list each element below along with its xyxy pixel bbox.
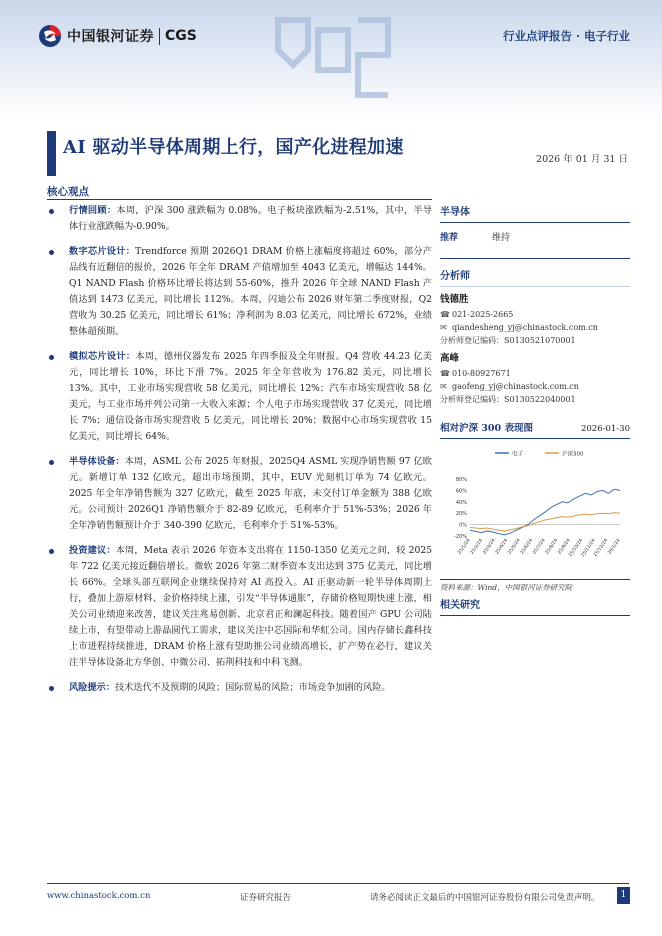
bullet-dot	[49, 209, 54, 214]
brand-logo	[38, 24, 197, 48]
y-tick-label: 80%	[455, 477, 467, 483]
bullet-label: 行情回顾：	[69, 205, 117, 216]
chart-title: 相对沪深 300 表现图	[440, 423, 533, 434]
chart-source: 资料来源：Wind，中国银河证券研究院	[440, 583, 573, 592]
bullet-text: 本周，ASML 公布 2025 年财报，2025Q4 ASML 实现净销售额 97 亿欧元。新增订单 132 亿欧元，超出市场预期，其中，EUV 光刻机订单为 74 亿欧元。2025 年全年净销售额为 327 亿欧元，截至 2025 年底，未交付订单金额为 388 亿欧元。公司预计 2026Q1 净销售额介于 82-89 亿欧元，毛利率介于 51%-53%；2026 年全年净销售额预计介于 340-390 亿欧元，毛利率介于 51%-53%。	[69, 456, 432, 531]
analyst-heading: 分析师	[440, 271, 470, 282]
sidebar-rule	[440, 286, 630, 287]
cgs-logo-icon	[38, 24, 62, 48]
bullet-label: 模拟芯片设计：	[69, 351, 136, 362]
analyst-phone-row	[440, 308, 630, 321]
analyst-email-row	[440, 380, 630, 393]
chart-header	[440, 420, 630, 434]
sidebar-rule	[440, 222, 630, 223]
x-tick-label: 25/12/24	[593, 538, 610, 559]
page-number: 1	[617, 887, 630, 904]
bullet-label: 半导体设备：	[69, 456, 125, 467]
analyst-reg: 分析师登记编码：S0130522040001	[440, 395, 576, 404]
bullet-text: Trendforce 预期 2026Q1 DRAM 价格上涨幅度将超过 60%，部分产品线有近翻倍的报价，2026 年全年 DRAM 产值增加至 4043 亿美元，增幅达 144%。Q1 NAND Flash 价格环比增长将达到 55-60%，推升 2026 年全球 NAND Flash 产值达到 1473 亿美元，同比增长 112%。本周，闪迪公布 2026 财年第二季度财报，Q2 营收为 30.25 亿美元，同比增长 61%；净利润为 8.03 亿美元，同比增长 672%，业绩整体超预期。	[69, 246, 432, 337]
related-research-heading: 相关研究	[440, 600, 480, 611]
legend-label: 电子	[512, 451, 524, 458]
bullet-investment	[47, 543, 432, 671]
industry-label: 半导体	[440, 207, 470, 218]
title-accent-bar	[47, 131, 56, 176]
bullet-dot	[49, 250, 54, 255]
x-tick-label: 25/11/24	[580, 538, 597, 559]
analyst-email-row	[440, 321, 630, 334]
sidebar-rule	[440, 579, 630, 580]
report-title: AI 驱动半导体周期上行，国产化进程加速	[63, 137, 404, 158]
analyst-email[interactable]: qiandesheng_yj@chinastock.com.cn	[452, 323, 598, 332]
bullet-market-review	[47, 203, 432, 235]
analyst-name: 钱德胜	[440, 294, 469, 305]
x-tick-label: 25/8/24	[544, 538, 560, 556]
bullet-text: 本周，沪深 300 涨跌幅为 0.08%。电子板块涨跌幅为-2.51%，其中，半导体行业涨跌幅为-0.90%。	[69, 205, 433, 232]
rating-label: 推荐	[440, 233, 459, 243]
sidebar-rule	[440, 438, 630, 439]
phone-icon: ☎	[440, 310, 450, 319]
bullet-text: 本周，德州仪器发布 2025 年四季报及全年财报。Q4 营收 44.23 亿美元，同比增长 10%，环比下滑 7%。2025 年全年营收为 176.82 美元，同比增长 13%。其中，工业市场实现营收 58 亿美元，同比增长 12%；汽车市场实现营收 58 亿美元，与工业市场并列公司第一大收入来源；个人电子市场实现营收 37 亿美元，同比增长 7%；通信设备市场实现营收 5 亿美元，同比增长 20%；数据中心市场实现营收 15 亿美元，同比增长 64%。	[69, 351, 432, 442]
mail-icon: ✉	[440, 323, 447, 332]
x-tick-label: 25/6/24	[519, 538, 535, 556]
bullet-text: 本周，Meta 表示 2026 年资本支出将在 1150-1350 亿美元之间，较 2025 年 722 亿美元接近翻倍增长。微软 2026 年第二财季资本支出达到 375 亿美元，同比增长 66%。全球头部互联网企业继续保持对 AI 高投入。AI 正驱动新一轮半导体周期上行，叠加上游原材料、金价格持续上涨，引发“半导体通胀”，存储价格短期快速上涨，相关公司业绩迎来改善，建议关注兆易创新、北京君正和澜起科技。随着国产 GPU 公司陆续上市，有望带动上游晶圆代工需求，建议关注中芯国际和华虹公司。国内存储长鑫科技上市进程持续推进，DRAM 价格上涨有望助推公司业绩高增长，扩产势在必行，建议关注半导体设备北方华创、中微公司、拓荆科技和中科飞测。	[69, 545, 433, 668]
brand-name-cn: 中国银河证券	[67, 29, 154, 45]
legend-label: 沪深300	[562, 451, 584, 458]
sidebar-rule	[440, 258, 630, 259]
bullet-list	[47, 203, 432, 705]
report-type: 行业点评报告 · 电子行业	[502, 29, 630, 43]
footer-label: 证券研究报告	[240, 893, 292, 903]
chart-date: 2026-01-30	[580, 424, 630, 434]
bullet-dot	[49, 460, 54, 465]
analyst-reg: 分析师登记编码：S0130521070001	[440, 336, 576, 345]
sidebar-rule	[440, 615, 630, 616]
brand-divider	[159, 28, 160, 45]
bullet-label: 风险提示：	[69, 682, 115, 693]
x-tick-label: 25/9/24	[557, 538, 572, 556]
bullet-dot	[49, 686, 54, 691]
x-tick-label: 25/7/24	[532, 538, 547, 556]
footer-url[interactable]: www.chinastock.com.cn	[47, 891, 151, 901]
x-tick-label: 25/3/24	[482, 538, 497, 556]
relative-performance-chart	[440, 441, 630, 571]
bullet-text: 技术迭代不及预期的风险；国际贸易的风险；市场竞争加剧的风险。	[114, 682, 391, 693]
bullet-analog-chip	[47, 349, 432, 445]
analyst-email[interactable]: gaofeng_yj@chinastock.com.cn	[452, 382, 579, 391]
cgs-watermark-graphic	[268, 10, 398, 108]
bullet-digital-chip	[47, 244, 432, 340]
rating-row	[440, 230, 630, 243]
core-view-heading: 核心观点	[47, 186, 89, 198]
footer-disclaimer: 请务必阅读正文最后的中国银河证券股份有限公司免责声明。	[370, 893, 600, 903]
bullet-label: 投资建议：	[69, 545, 116, 556]
analyst-phone: 010-80927671	[452, 369, 511, 378]
analyst-name: 高峰	[440, 353, 460, 364]
y-tick-label: 0%	[459, 522, 467, 529]
y-tick-label: -20%	[454, 534, 467, 540]
bullet-equipment	[47, 454, 432, 534]
x-tick-label: 26/1/24	[607, 538, 622, 556]
bullet-label: 数字芯片设计：	[69, 246, 136, 257]
x-tick-label: 25/5/24	[507, 538, 522, 556]
phone-icon: ☎	[440, 369, 450, 378]
y-tick-label: 20%	[455, 511, 467, 518]
y-tick-label: 60%	[455, 488, 467, 495]
x-tick-label: 25/1/24	[457, 538, 472, 556]
rating-value: 维持	[492, 233, 511, 243]
brand-name-en: CGS	[165, 28, 197, 44]
bullet-risk	[47, 680, 432, 696]
series-line-沪深300	[470, 513, 620, 531]
analyst-phone: 021-2025-2665	[452, 310, 514, 319]
x-tick-label: 25/4/24	[494, 538, 510, 556]
core-view-rule	[47, 199, 432, 200]
bullet-dot	[49, 549, 54, 554]
x-tick-label: 25/10/24	[568, 538, 585, 559]
series-line-电子	[470, 489, 620, 535]
footer-rule	[47, 883, 629, 884]
bullet-dot	[49, 355, 54, 360]
analyst-phone-row	[440, 367, 630, 380]
x-tick-label: 25/2/24	[469, 538, 485, 556]
y-tick-label: 40%	[455, 499, 467, 506]
sidebar	[440, 203, 630, 616]
mail-icon: ✉	[440, 382, 447, 391]
report-date: 2026 年 01 月 31 日	[536, 154, 628, 165]
